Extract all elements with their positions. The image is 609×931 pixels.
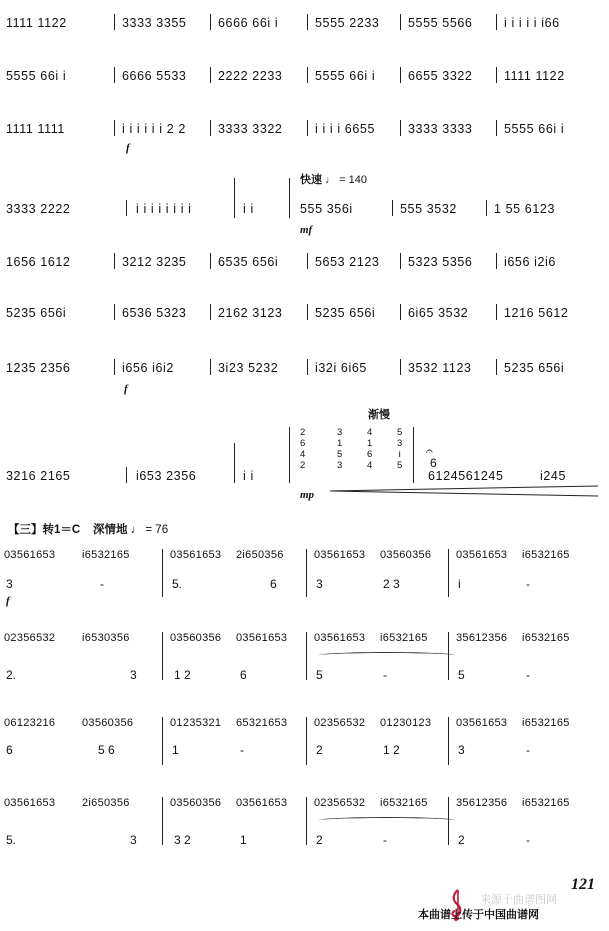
lower-voice: 2	[316, 833, 323, 847]
lower-voice: -	[526, 743, 530, 757]
score-row-5	[0, 255, 609, 285]
measure: i i i i 6655	[315, 122, 376, 136]
measure: 6666 5533	[122, 69, 187, 83]
lower-voice: -	[100, 577, 104, 591]
upper-voice: i6532165	[380, 632, 428, 644]
measure: 5235 656i	[315, 306, 376, 320]
barline	[448, 717, 449, 765]
fermata-note: 6	[430, 456, 437, 470]
quarter-note-icon: ♩	[130, 524, 143, 536]
upper-voice: 2i650356	[236, 549, 284, 561]
barline	[496, 14, 497, 30]
measure: 5555 2233	[315, 16, 380, 30]
barline	[114, 14, 115, 30]
lower-voice: 2	[316, 743, 323, 757]
score-row-1	[0, 16, 609, 46]
measure: i i	[243, 202, 254, 216]
staff-system-3	[0, 717, 609, 777]
upper-voice: 35612356	[456, 797, 508, 809]
lower-voice: 3	[130, 833, 137, 847]
tie-icon	[318, 817, 456, 824]
upper-voice: 03561653	[456, 549, 508, 561]
measure: 5235 656i	[6, 306, 67, 320]
score-row-2	[0, 69, 609, 99]
measure: 6124561245	[428, 469, 504, 483]
barline	[306, 632, 307, 680]
barline	[234, 178, 235, 218]
measure: 1235 2356	[6, 361, 71, 375]
lower-voice: 5	[316, 668, 323, 682]
lower-voice: 1 2	[174, 668, 191, 682]
barline	[400, 253, 401, 269]
upper-voice: 03561653	[236, 632, 288, 644]
measure: 3212 3235	[122, 255, 187, 269]
barline	[496, 304, 497, 320]
lower-voice: 3	[6, 577, 13, 591]
staff-system-4	[0, 797, 609, 857]
barline	[448, 549, 449, 597]
barline	[162, 632, 163, 680]
lower-voice: 3	[458, 743, 465, 757]
chord-note: 6	[300, 438, 306, 449]
lower-voice: -	[240, 743, 244, 757]
footer-credit: 本曲谱上传于中国曲谱网	[418, 909, 539, 921]
upper-voice: 03561653	[456, 717, 508, 729]
measure: i653 2356	[136, 469, 197, 483]
lower-voice: 5	[458, 668, 465, 682]
measure: 6i65 3532	[408, 306, 469, 320]
upper-voice: 03560356	[170, 797, 222, 809]
measure: 5555 66i i	[315, 69, 376, 83]
dynamic-marking: f	[126, 142, 130, 154]
lower-voice: -	[383, 668, 387, 682]
chord-note: 1	[337, 438, 343, 449]
barline	[210, 120, 211, 136]
barline	[210, 253, 211, 269]
chord-note: 1	[367, 438, 373, 449]
chord-note: 3	[337, 427, 343, 438]
barline	[210, 14, 211, 30]
barline	[114, 253, 115, 269]
upper-voice: 2i650356	[82, 797, 130, 809]
barline	[306, 797, 307, 845]
upper-voice: i6532165	[82, 549, 130, 561]
measure: i i i i i i 2 2	[122, 122, 186, 136]
score-row-6	[0, 306, 609, 336]
upper-voice: i6530356	[82, 632, 130, 644]
barline	[400, 67, 401, 83]
chord-note: i	[398, 449, 401, 460]
chord-note: 5	[397, 460, 403, 471]
upper-voice: 03560356	[380, 549, 432, 561]
upper-voice: 35612356	[456, 632, 508, 644]
dynamic-marking: mf	[300, 224, 313, 236]
measure: 5323 5356	[408, 255, 473, 269]
dynamic-marking: f	[6, 595, 10, 607]
lower-voice: -	[526, 668, 530, 682]
barline	[289, 178, 290, 218]
lower-voice: 6	[270, 577, 277, 591]
lower-voice: 3	[316, 577, 323, 591]
upper-voice: i6532165	[522, 717, 570, 729]
upper-voice: i6532165	[522, 632, 570, 644]
measure: 3532 1123	[408, 361, 472, 375]
lower-voice: 1	[172, 743, 179, 757]
section-header	[8, 521, 168, 537]
measure: 2162 3123	[218, 306, 283, 320]
measure: 1 55 6123	[494, 202, 556, 216]
barline	[496, 359, 497, 375]
lower-voice: 3 2	[174, 833, 191, 847]
measure: 1111 1122	[504, 69, 565, 83]
score-row-3	[0, 122, 609, 152]
tempo-text: 快速	[300, 174, 322, 186]
measure: i i	[243, 469, 254, 483]
barline	[307, 120, 308, 136]
chord-note: 3	[397, 438, 403, 449]
barline	[306, 717, 307, 765]
upper-voice: 03561653	[4, 797, 56, 809]
barline	[307, 14, 308, 30]
barline	[162, 797, 163, 845]
measure: 1216 5612	[504, 306, 569, 320]
barline	[162, 717, 163, 765]
upper-voice: 06123216	[4, 717, 56, 729]
chord-note: 6	[367, 449, 373, 460]
score-row-7	[0, 361, 609, 391]
lower-voice: 2.	[6, 668, 17, 682]
upper-voice: i6532165	[522, 797, 570, 809]
measure: 1656 1612	[6, 255, 71, 269]
measure: 3333 3333	[408, 122, 473, 136]
measure: 5555 66i i	[504, 122, 565, 136]
lower-voice: -	[526, 833, 530, 847]
measure: 555 3532	[400, 202, 457, 216]
measure: i245	[540, 469, 567, 483]
section-label: 【三】转1＝C	[8, 524, 81, 536]
measure: i32i 6i65	[315, 361, 367, 375]
chord-note: 5	[397, 427, 403, 438]
measure: 3333 3322	[218, 122, 283, 136]
barline	[413, 427, 414, 483]
upper-voice: 03560356	[82, 717, 134, 729]
barline	[392, 200, 393, 216]
barline	[114, 304, 115, 320]
barline	[496, 253, 497, 269]
barline	[126, 467, 127, 483]
measure: 5235 656i	[504, 361, 565, 375]
measure: 5555 66i i	[6, 69, 67, 83]
barline	[210, 359, 211, 375]
barline	[307, 359, 308, 375]
chord-note: 2	[300, 427, 306, 438]
tempo-marking-ritardando: 渐慢	[368, 409, 390, 421]
barline	[114, 67, 115, 83]
barline	[114, 359, 115, 375]
measure: 6655 3322	[408, 69, 473, 83]
measure: 6666 66i i	[218, 16, 279, 30]
chord-note: 4	[367, 460, 373, 471]
barline	[307, 253, 308, 269]
measure: i656 i2i6	[504, 255, 556, 269]
barline	[307, 304, 308, 320]
measure: 6535 656i	[218, 255, 279, 269]
lower-voice: 2 3	[383, 577, 400, 591]
chord-note: 4	[300, 449, 306, 460]
lower-voice: 1 2	[383, 743, 400, 757]
measure: 5653 2123	[315, 255, 380, 269]
measure: 2222 2233	[218, 69, 283, 83]
chord-note: 2	[300, 460, 306, 471]
measure: 6536 5323	[122, 306, 187, 320]
barline	[210, 67, 211, 83]
section-expression: 深情地	[92, 524, 128, 536]
lower-voice: i	[458, 577, 461, 591]
upper-voice: 01230123	[380, 717, 432, 729]
barline	[126, 200, 127, 216]
measure: i656 i6i2	[122, 361, 174, 375]
measure: i i i i i i i i	[136, 202, 192, 216]
chord-note: 5	[337, 449, 343, 460]
chord-note: 4	[367, 427, 373, 438]
barline	[496, 120, 497, 136]
tempo-marking	[300, 171, 367, 187]
lower-voice: -	[383, 833, 387, 847]
measure: 1111 1111	[6, 122, 65, 136]
barline	[306, 549, 307, 597]
lower-voice: 3	[130, 668, 137, 682]
tempo-value: = 140	[339, 174, 367, 186]
barline	[400, 14, 401, 30]
barline	[400, 120, 401, 136]
upper-voice: 02356532	[314, 717, 366, 729]
upper-voice: i6532165	[522, 549, 570, 561]
staff-system-2	[0, 632, 609, 692]
chord-note: 3	[337, 460, 343, 471]
upper-voice: 03561653	[314, 632, 366, 644]
section-tempo: = 76	[145, 524, 169, 536]
lower-voice: 1	[240, 833, 247, 847]
lower-voice: 5 6	[98, 743, 115, 757]
measure: i i i i i i66	[504, 16, 560, 30]
measure: 555 356i	[300, 202, 353, 216]
tie-icon	[318, 652, 456, 659]
upper-voice: 02356532	[314, 797, 366, 809]
decrescendo-hairpin-icon	[330, 484, 600, 498]
lower-voice: 6	[240, 668, 247, 682]
barline	[114, 120, 115, 136]
chord-column-2	[337, 427, 342, 471]
lower-voice: 6	[6, 743, 13, 757]
upper-voice: 65321653	[236, 717, 288, 729]
staff-system-1	[0, 549, 609, 619]
lower-voice: 5.	[172, 577, 183, 591]
barline	[486, 200, 487, 216]
measure: 3333 3355	[122, 16, 187, 30]
page-number: 121	[571, 876, 595, 893]
upper-voice: 01235321	[170, 717, 222, 729]
barline	[210, 304, 211, 320]
dynamic-marking: f	[124, 383, 128, 395]
lower-voice: 5.	[6, 833, 17, 847]
upper-voice: 03561653	[314, 549, 366, 561]
barline	[400, 304, 401, 320]
barline	[234, 443, 235, 483]
barline	[400, 359, 401, 375]
upper-voice: 03561653	[236, 797, 288, 809]
upper-voice: 02356532	[4, 632, 56, 644]
upper-voice: 03560356	[170, 632, 222, 644]
upper-voice: 03561653	[4, 549, 56, 561]
chord-column-1	[300, 427, 305, 471]
dynamic-marking: mp	[300, 489, 315, 501]
measure: 5555 5566	[408, 16, 473, 30]
upper-voice: 03561653	[170, 549, 222, 561]
barline	[307, 67, 308, 83]
barline	[162, 549, 163, 597]
measure: 3216 2165	[6, 469, 71, 483]
chord-column-3	[367, 427, 372, 471]
barline	[289, 427, 290, 483]
upper-voice: i6532165	[380, 797, 428, 809]
measure: 3i23 5232	[218, 361, 279, 375]
watermark-text: 来源于曲谱图网	[480, 894, 557, 906]
lower-voice: 2	[458, 833, 465, 847]
fermata-icon: 𝄐	[426, 444, 433, 458]
lower-voice: -	[526, 577, 530, 591]
chord-column-4	[397, 427, 402, 471]
quarter-note-icon: ♩	[325, 174, 337, 186]
measure: 3333 2222	[6, 202, 71, 216]
measure: 1111 1122	[6, 16, 67, 30]
barline	[496, 67, 497, 83]
